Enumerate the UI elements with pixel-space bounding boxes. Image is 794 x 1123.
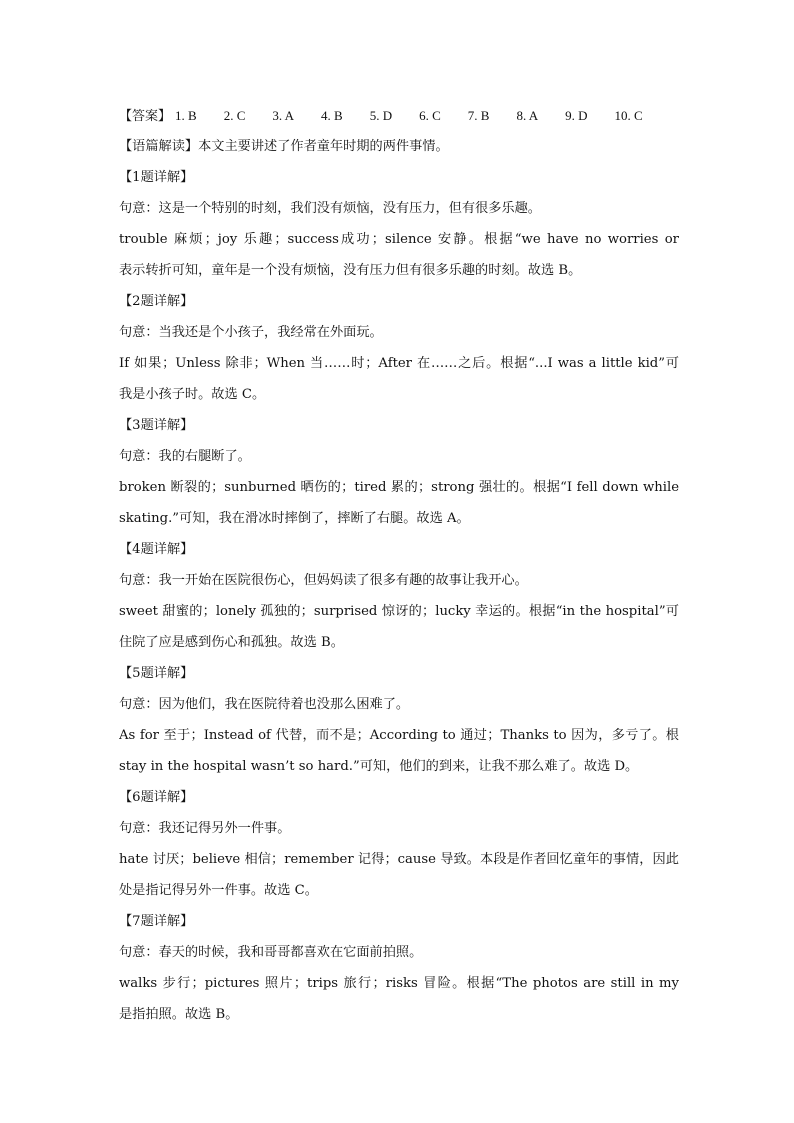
question-5-analysis: As for 至于；Instead of 代替，而不是；According to 通过；Thanks to 因为，多亏了。根 [119, 728, 679, 743]
question-4-meaning: 句意：我一开始在医院很伤心，但妈妈读了很多有趣的故事让我开心。 [119, 573, 528, 588]
question-1-analysis: trouble 麻烦；joy 乐趣；success成功；silence 安静。根据“we have no worries or [119, 232, 679, 247]
answer-item: 3. A [272, 108, 295, 123]
question-1-meaning: 句意：这是一个特别的时刻，我们没有烦恼，没有压力，但有很多乐趣。 [119, 201, 541, 216]
answer-item: 4. B [321, 108, 343, 123]
answer-key-label: 【答案】 [119, 109, 172, 124]
answer-item: 6. C [419, 108, 441, 123]
question-7-analysis-cont: 是指拍照。故选 B。 [119, 1007, 239, 1022]
question-5-heading: 【5题详解】 [119, 666, 194, 681]
answer-explanation-content [119, 100, 679, 1030]
answer-item: 7. B [467, 108, 490, 123]
question-2-meaning: 句意：当我还是个小孩子，我经常在外面玩。 [119, 325, 383, 340]
answer-item: 5. D [369, 108, 393, 123]
answer-key-line [119, 100, 679, 131]
question-3-analysis: broken 断裂的；sunburned 晒伤的；tired 累的；strong 强壮的。根据“I fell down while [119, 480, 679, 495]
question-2-analysis-cont: 我是小孩子时。故选 C。 [119, 387, 266, 402]
question-1-analysis-cont: 表示转折可知，童年是一个没有烦恼，没有压力但有很多乐趣的时刻。故选 B。 [119, 263, 582, 278]
question-5-meaning: 句意：因为他们，我在医院待着也没那么困难了。 [119, 697, 410, 712]
question-4-heading: 【4题详解】 [119, 542, 194, 557]
answer-item: 9. D [565, 108, 588, 123]
question-1-heading: 【1题详解】 [119, 170, 194, 185]
answer-item: 2. C [223, 108, 246, 123]
question-7-heading: 【7题详解】 [119, 914, 194, 929]
answer-item: 8. A [516, 108, 539, 123]
question-6-analysis-cont: 处是指记得另外一件事。故选 C。 [119, 883, 318, 898]
question-2-analysis: If 如果；Unless 除非；When 当……时；After 在……之后。根据“...I was a little kid”可 [119, 356, 679, 371]
question-3-meaning: 句意：我的右腿断了。 [119, 449, 251, 464]
question-7-analysis: walks 步行；pictures 照片；trips 旅行；risks 冒险。根据“The photos are still in my [119, 976, 679, 991]
question-2-heading: 【2题详解】 [119, 294, 194, 309]
question-6-heading: 【6题详解】 [119, 790, 194, 805]
question-5-analysis-cont: stay in the hospital wasn’t so hard.”可知，他们的到来，让我不那么难了。故选 D。 [119, 759, 639, 774]
question-4-analysis-cont: 住院了应是感到伤心和孤独。故选 B。 [119, 635, 344, 650]
passage-summary: 【语篇解读】本文主要讲述了作者童年时期的两件事情。 [119, 139, 449, 154]
answer-item: 1. B [175, 108, 197, 123]
answer-item: 10. C [614, 108, 643, 123]
question-3-analysis-cont: skating.”可知，我在滑冰时摔倒了，摔断了右腿。故选 A。 [119, 511, 470, 526]
question-6-analysis: hate 讨厌；believe 相信；remember 记得；cause 导致。本段是作者回忆童年的事情，因此 [119, 852, 679, 867]
question-3-heading: 【3题详解】 [119, 418, 194, 433]
question-6-meaning: 句意：我还记得另外一件事。 [119, 821, 291, 836]
question-4-analysis: sweet 甜蜜的；lonely 孤独的；surprised 惊讶的；lucky 幸运的。根据“in the hospital”可 [119, 604, 679, 619]
question-7-meaning: 句意：春天的时候，我和哥哥都喜欢在它面前拍照。 [119, 945, 423, 960]
